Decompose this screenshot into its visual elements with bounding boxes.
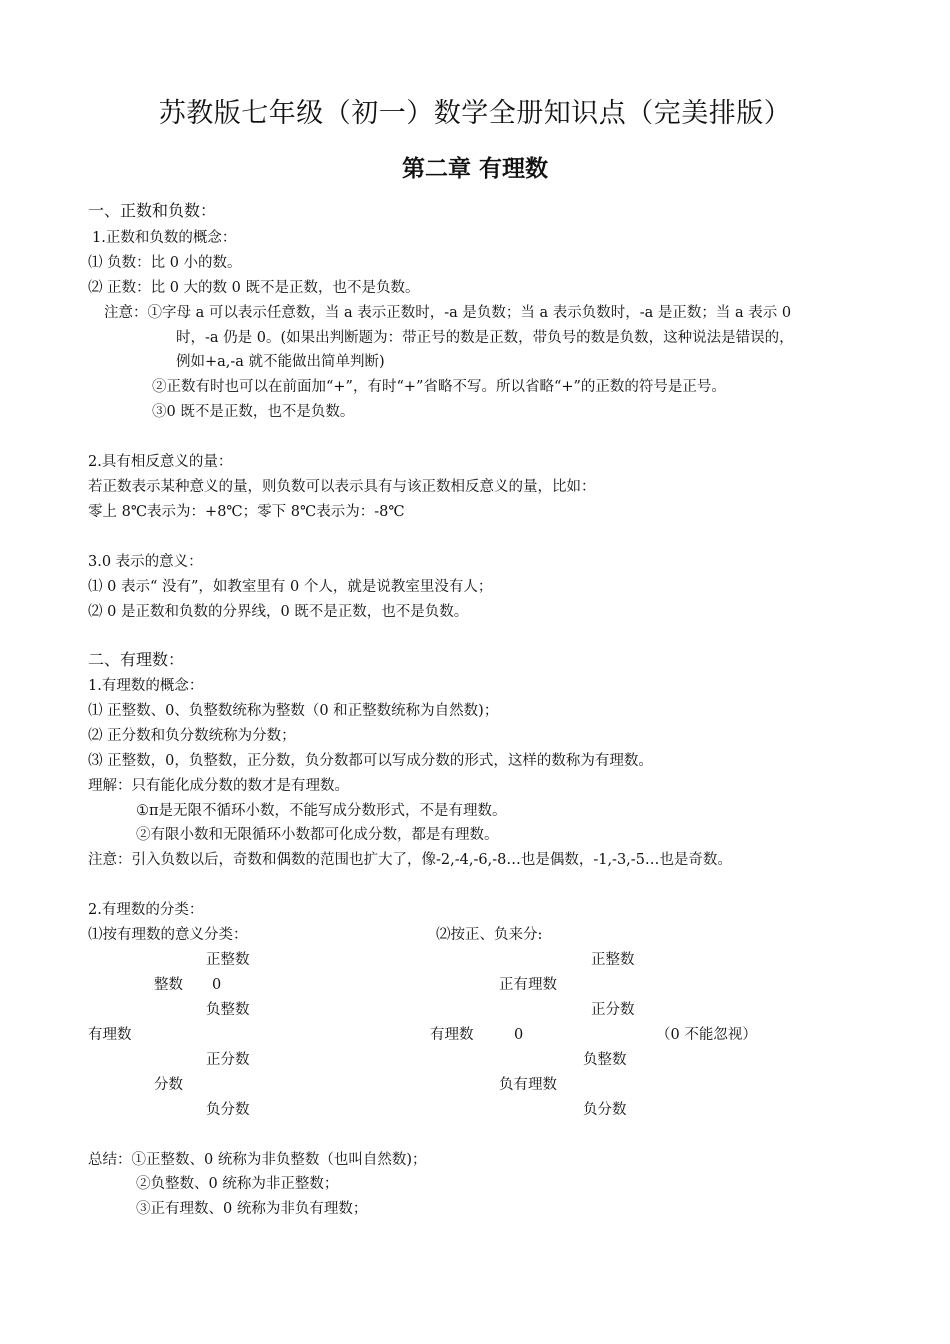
tree-node-positive-integer: 正整数 [206, 952, 250, 968]
understanding-line: 理解：只有能化成分数的数才是有理数。 [88, 778, 349, 794]
note-line: ③0 既不是正数，也不是负数。 [152, 404, 355, 420]
note-line: ②正数有时也可以在前面加“+”，有时“+”省略不写。所以省略“+”的正数的符号是正号。 [152, 379, 726, 395]
text-line: ⑶ 正整数，0，负整数，正分数，负分数都可以写成分数的形式，这样的数称为有理数。 [88, 753, 653, 769]
text-line: ⑴ 正整数、0、负整数统称为整数（0 和正整数统称为自然数)； [88, 703, 499, 719]
classification-caption-left: ⑴按有理数的意义分类： [88, 927, 248, 943]
subsection-heading-opposite-quantities: 2.具有相反意义的量： [88, 454, 233, 470]
tree-node-positive-fraction: 正分数 [591, 1002, 635, 1018]
text-line: 零上 8℃表示为：+8℃；零下 8℃表示为：-8℃ [88, 504, 405, 520]
tree-node-negative-fraction: 负分数 [583, 1102, 627, 1118]
summary-line: ③正有理数、0 统称为非负有理数； [136, 1201, 368, 1217]
text-line: ⑵ 0 是正数和负数的分界线，0 既不是正数，也不是负数。 [88, 604, 469, 620]
tree-node-negative-rational: 负有理数 [499, 1077, 557, 1093]
tree-node-negative-integer: 负整数 [206, 1002, 250, 1018]
understanding-line: ①π是无限不循环小数，不能写成分数形式，不是有理数。 [136, 803, 507, 819]
tree-node-fraction: 分数 [154, 1077, 183, 1093]
text-line: ⑵ 正数：比 0 大的数 0 既不是正数，也不是负数。 [88, 280, 420, 296]
section-heading-positive-negative: 一、正数和负数： [88, 201, 217, 220]
chapter-title: 第二章 有理数 [401, 156, 548, 182]
tree-node-integer: 整数 [154, 977, 183, 993]
tree-node-positive-fraction: 正分数 [206, 1052, 250, 1068]
note-line: 注意：①字母 a 可以表示任意数，当 a 表示正数时，-a 是负数；当 a 表示负数时，-a 是正数；当 a 表示 0 [104, 305, 792, 321]
zero-note: （0 不能忽视） [656, 1027, 757, 1043]
tree-node-zero: 0 [212, 977, 222, 993]
document-title: 苏教版七年级（初一）数学全册知识点（完美排版） [158, 98, 792, 129]
summary-line: 总结：①正整数、0 统称为非负整数（也叫自然数)； [88, 1152, 427, 1168]
note-line: 例如+a,-a 就不能做出简单判断) [176, 354, 385, 370]
subsection-heading-classification: 2.有理数的分类： [88, 902, 204, 918]
tree-node-negative-integer: 负整数 [583, 1052, 627, 1068]
tree-node-zero: 0 [514, 1027, 524, 1043]
understanding-line: ②有限小数和无限循环小数都可化成分数，都是有理数。 [136, 827, 499, 843]
subsection-heading-rational-concept: 1.有理数的概念： [88, 678, 204, 694]
text-line: ⑴ 0 表示“ 没有”，如教室里有 0 个人，就是说教室里没有人； [88, 579, 493, 595]
classification-caption-right: ⑵按正、负来分: [436, 927, 543, 943]
text-line: 若正数表示某种意义的量，则负数可以表示具有与该正数相反意义的量，比如： [88, 479, 596, 495]
tree-root-rational: 有理数 [88, 1027, 132, 1043]
tree-root-rational: 有理数 [430, 1027, 474, 1043]
subsection-heading-zero-meaning: 3.0 表示的意义： [88, 554, 203, 570]
summary-line: ②负整数、0 统称为非正整数； [136, 1176, 339, 1192]
tree-node-positive-integer: 正整数 [591, 952, 635, 968]
tree-node-positive-rational: 正有理数 [499, 977, 557, 993]
text-line: ⑵ 正分数和负分数统称为分数； [88, 728, 296, 744]
tree-node-negative-fraction: 负分数 [206, 1102, 250, 1118]
note-line: 注意：引入负数以后，奇数和偶数的范围也扩大了，像-2,-4,-6,-8…也是偶数，-1,-3,-5…也是奇数。 [88, 852, 732, 868]
subsection-heading-concept: 1.正数和负数的概念： [92, 230, 237, 246]
text-line: ⑴ 负数：比 0 小的数。 [88, 255, 242, 271]
section-heading-rational-numbers: 二、有理数： [88, 650, 185, 669]
note-line: 时，-a 仍是 0。(如果出判断题为：带正号的数是正数，带负号的数是负数，这种说法是错误的， [176, 330, 794, 346]
